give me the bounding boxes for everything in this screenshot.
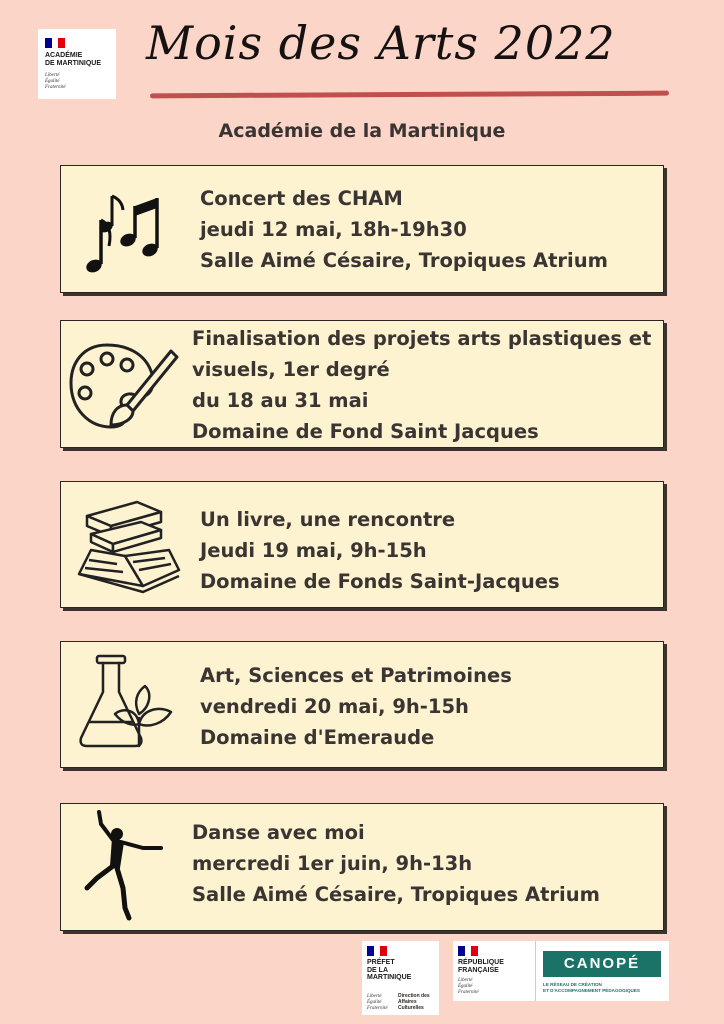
event-date: jeudi 12 mai, 18h-19h30	[200, 218, 467, 241]
event-text	[192, 817, 600, 910]
prefet-department	[398, 994, 430, 1011]
canope-logo	[535, 941, 669, 1001]
prefet-motto	[367, 994, 388, 1011]
event-text	[192, 323, 651, 447]
event-text	[200, 504, 560, 597]
motto-liberte: Liberté	[367, 994, 382, 999]
page-subtitle: Académie de la Martinique	[218, 120, 506, 142]
dept-line1: Direction des	[398, 993, 430, 999]
academy-name	[45, 52, 101, 67]
republique-francaise-logo	[453, 941, 535, 1001]
dept-line2: Affaires	[398, 998, 417, 1005]
prefet-line1: PRÉFET	[367, 959, 395, 966]
event-place: Salle Aimé Césaire, Tropiques Atrium	[200, 249, 608, 272]
marianne-flag-icon	[367, 946, 387, 956]
event-place: Domaine d'Emeraude	[200, 726, 435, 749]
event-date: mercredi 1er juin, 9h-13h	[192, 852, 473, 875]
open-books-icon	[77, 498, 181, 594]
flask-leaves-icon	[77, 652, 181, 752]
prefet-line3: MARTINIQUE	[367, 974, 412, 982]
event-card-danse	[60, 803, 664, 931]
event-card-arts-plastiques	[60, 320, 664, 448]
event-card-livre	[60, 481, 664, 608]
page-title: Mois des Arts 2022	[146, 16, 616, 70]
event-title: Concert des CHAM	[200, 187, 403, 210]
dept-line3: Culturelles	[398, 1004, 424, 1011]
republique-name	[458, 959, 504, 974]
motto-fraternite: Fraternité	[458, 989, 479, 995]
event-place: Domaine de Fond Saint Jacques	[192, 420, 539, 443]
event-place: Domaine de Fonds Saint-Jacques	[200, 570, 560, 593]
event-date: vendredi 20 mai, 9h-15h	[200, 695, 469, 718]
event-title: Un livre, une rencontre	[200, 508, 456, 531]
event-text	[200, 183, 608, 276]
motto-liberte: Liberté	[45, 73, 60, 78]
canope-wordmark: CANOPÉ	[543, 951, 661, 977]
event-place: Salle Aimé Césaire, Tropiques Atrium	[192, 883, 600, 906]
event-title-line1: Finalisation des projets arts plastiques et	[192, 327, 652, 350]
event-card-sciences	[60, 641, 664, 768]
event-text	[200, 660, 512, 753]
motto-liberte: Liberté	[458, 978, 473, 983]
academy-name-line1: ACADÉMIE	[45, 52, 83, 59]
motto-egalite: Égalité	[367, 999, 382, 1005]
motto-fraternite: Fraternité	[367, 1005, 388, 1011]
event-date: du 18 au 31 mai	[192, 389, 369, 412]
event-card-concert	[60, 165, 664, 293]
event-title: Danse avec moi	[192, 821, 365, 844]
event-title-line2: visuels, 1er degré	[192, 358, 390, 381]
academy-logo	[38, 29, 116, 99]
canope-tagline-line1: LE RÉSEAU DE CRÉATION	[543, 982, 602, 987]
prefet-name	[367, 959, 411, 982]
academy-motto	[45, 73, 66, 90]
marianne-flag-icon	[458, 946, 478, 956]
motto-egalite: Égalité	[45, 78, 60, 84]
event-date: Jeudi 19 mai, 9h-15h	[200, 539, 427, 562]
prefet-logo	[362, 941, 439, 1015]
academy-name-line2: DE MARTINIQUE	[45, 59, 101, 67]
marianne-flag-icon	[45, 38, 65, 48]
event-title: Art, Sciences et Patrimoines	[200, 664, 512, 687]
paint-palette-icon	[67, 339, 179, 433]
music-notes-icon	[83, 186, 163, 278]
title-underline	[150, 91, 669, 99]
canope-tagline	[543, 982, 667, 993]
republique-line1: RÉPUBLIQUE	[458, 959, 504, 966]
motto-egalite: Égalité	[458, 983, 473, 989]
motto-fraternite: Fraternité	[45, 84, 66, 90]
republique-line2: FRANÇAISE	[458, 966, 499, 974]
republique-motto	[458, 978, 479, 995]
prefet-line2: DE LA	[367, 966, 388, 974]
dancer-icon	[83, 808, 165, 924]
canope-tagline-line2: ET D'ACCOMPAGNEMENT PÉDAGOGIQUES	[543, 987, 640, 993]
